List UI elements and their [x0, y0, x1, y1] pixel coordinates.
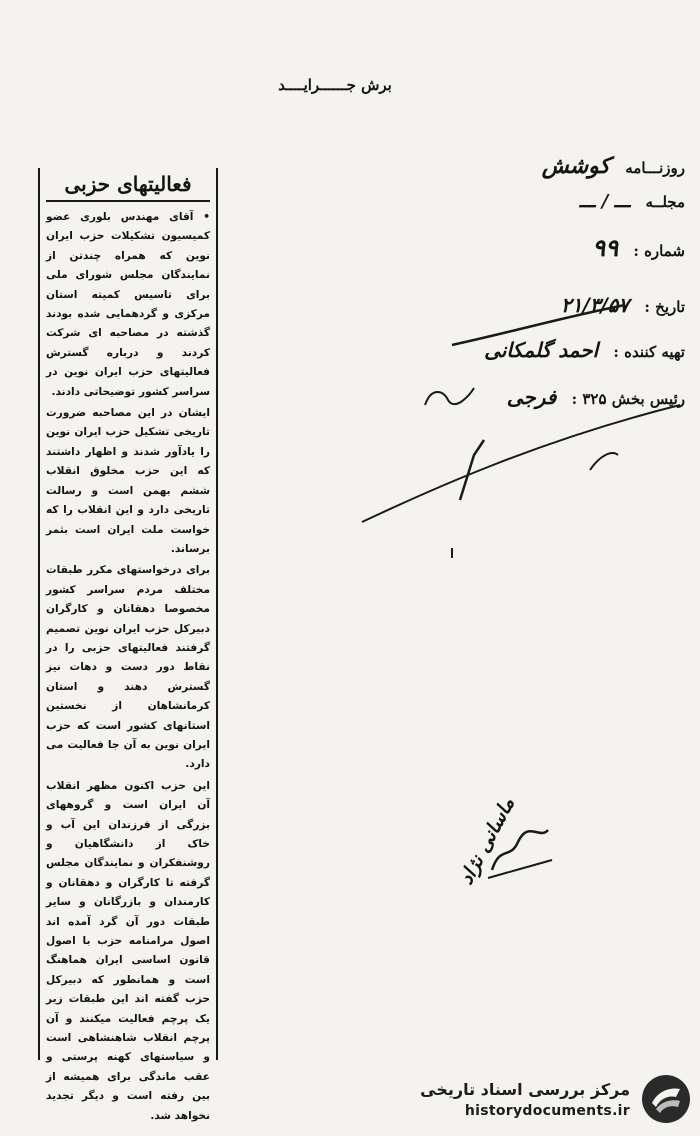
book-logo-icon — [640, 1073, 692, 1125]
form-row-chief — [507, 385, 685, 415]
watermark-site: historydocuments.ir — [464, 1102, 630, 1119]
handwritten-note — [455, 778, 578, 889]
form-row-newspaper — [542, 153, 685, 183]
watermark-name: مرکز بررسی اسناد تاریخی — [420, 1079, 630, 1099]
clipping-paragraph-2: ایشان در این مصاحبه ضرورت تاریخی تشکیل حزب ایران نوین را یادآور شدند و اظهار داشتند که این حزب مخلوق انقلاب ششم بهمن است و رسالت تاریخی دارد و این انقلاب را که خواست ملت ایران است بثمر برساند. — [46, 407, 210, 555]
watermark — [412, 1068, 692, 1130]
number-value: ۹۹ — [592, 233, 619, 262]
chief-label: رئیس بخش ۳۲۵ : — [571, 390, 685, 408]
clipping-paragraph-3: برای درخواستهای مکرر طبقات مختلف مردم سراسر کشور مخصوصا دهقانان و کارگران دبیرکل حزب ایران نوین تصمیم گرفتند فعالیتهای حزبی را در نقاط دور دست و دهات نیز گسترش دهند و استان کرمانشاهان از نخستین استانهای کشور است که حزب ایران نوین به آن جا فعالیت می دارد. — [46, 564, 210, 771]
tick-hook — [590, 453, 618, 470]
form-row-magazine — [580, 191, 686, 221]
watermark-text — [420, 1080, 630, 1119]
approval-slash — [362, 405, 680, 522]
form-row-number — [592, 233, 685, 263]
date-label: تاریخ : — [644, 298, 685, 316]
preparer-value: احمد گلمکانی — [484, 338, 599, 362]
magazine-value: ـــ / ـــ — [579, 191, 631, 212]
preparer-label: تهیه کننده : — [613, 343, 685, 361]
handwritten-note-text: ماسانی نژاد — [455, 794, 520, 889]
form-row-date — [561, 293, 685, 323]
date-value: ۲۱/۳/۵۷ — [560, 293, 630, 317]
chief-value: فرجی — [506, 385, 557, 409]
newspaper-clipping — [38, 168, 218, 1122]
magazine-label: مجلــه — [645, 193, 685, 211]
header-title: برش جــــــرایــــد — [278, 76, 392, 94]
newspaper-value: کوشش — [541, 153, 611, 179]
number-label: شماره : — [633, 242, 685, 260]
form-row-preparer — [484, 338, 685, 368]
newspaper-label: روزنـــامه — [625, 159, 685, 177]
clipping-paragraph-4: این حزب اکنون مظهر انقلاب آن ایران است و گروههای بزرگی از فرزندان این آب و خاک از دانشگاهیان و روشنفکران و نمایندگان مجلس گرفته تا کارگران و دهقانان و کارمندان و بازرگانان و سایر طبقات دور آن گرد آمده اند اصول مرامنامه حزب با اصول قانون اساسی ایران هماهنگ است و همانطور که دبیرکل حزب گفته اند این طبقات زیر یک پرچم فعالیت میکنند و آن پرچم انقلاب شاهنشاهی است و سیاستهای کهنه پرستی و عقب ماندگی برای همیشه از بین رفته است و دیگر تجدید نخواهد شد. — [46, 779, 210, 1122]
clipping-form — [300, 145, 685, 409]
clipping-title: فعالیتهای حزبی — [46, 172, 210, 202]
clipping-paragraph-1: • آقای مهندس بلوری عضو کمیسیون تشکیلات حزب ایران نوین که همراه چندتن از نمایندگان مجلس شورای ملی برای تاسیس کمیته استان مرکزی و گردهمایی شده بودند گذشته در مصاحبه ای شرکت کردند و درباره گسترش فعالیتهای حزب ایران نوین در سراسر کشور توضیحاتی دادند. — [46, 211, 210, 398]
check-mark — [460, 440, 484, 500]
